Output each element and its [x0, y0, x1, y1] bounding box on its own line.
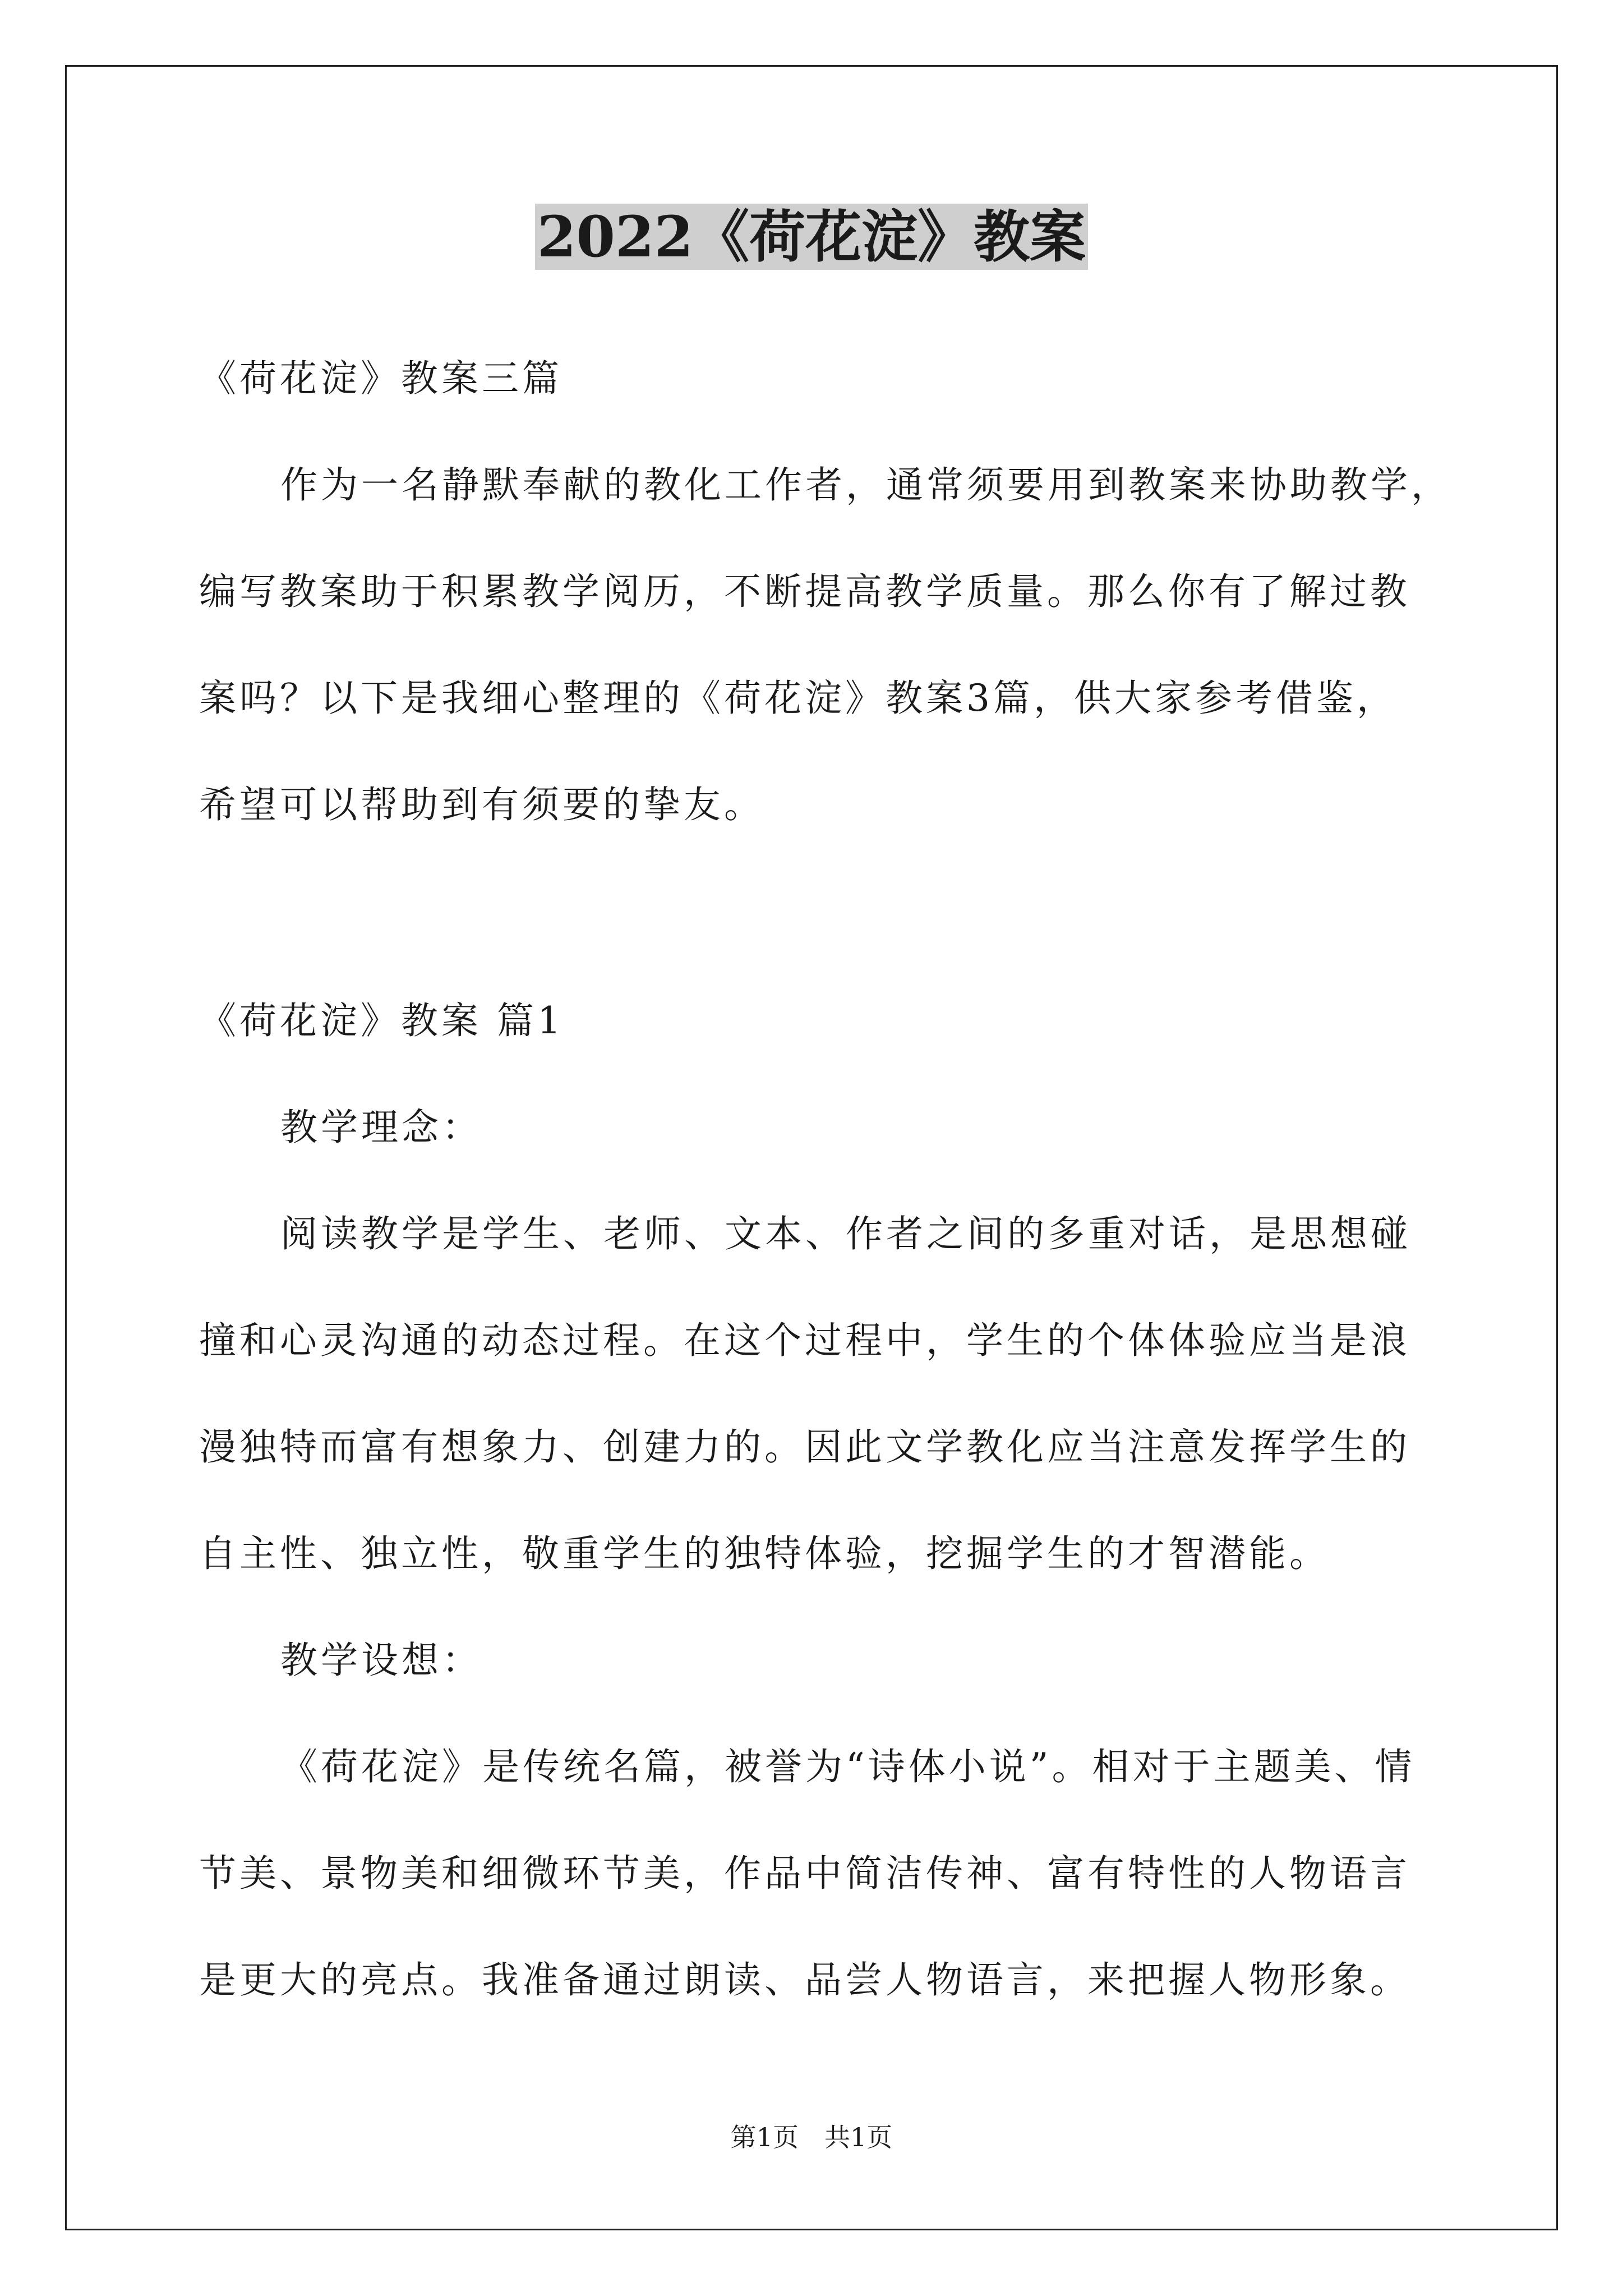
concept-label: 教学理念： [280, 1106, 482, 1149]
concept-line-3: 漫独特而富有想象力、创建力的。因此文学教化应当注意发挥学生的 [199, 1425, 1410, 1469]
concept-line-1: 阅读教学是学生、老师、文本、作者之间的多重对话，是思想碰 [280, 1212, 1411, 1255]
design-label: 教学设想： [280, 1639, 482, 1682]
section1-heading: 《荷花淀》教案 篇1 [199, 999, 564, 1042]
page-footer: 第1页 共1页 [730, 2122, 893, 2152]
design-line-1: 《荷花淀》是传统名篇，被誉为“诗体小说”。相对于主题美、情 [280, 1745, 1415, 1788]
design-line-2: 节美、景物美和细微环节美，作品中简洁传神、富有特性的人物语言 [199, 1852, 1410, 1895]
concept-line-2: 撞和心灵沟通的动态过程。在这个过程中，学生的个体体验应当是浪 [199, 1319, 1410, 1362]
intro-line-2: 编写教案助于积累教学阅历，不断提高教学质量。那么你有了解过教 [199, 570, 1410, 613]
intro-line-4: 希望可以帮助到有须要的挚友。 [199, 783, 764, 826]
intro-line-3: 案吗？以下是我细心整理的《荷花淀》教案3篇，供大家参考借鉴， [199, 677, 1397, 720]
concept-line-4: 自主性、独立性，敬重学生的独特体验，挖掘学生的才智潜能。 [199, 1532, 1330, 1575]
design-line-3: 是更大的亮点。我准备通过朗读、品尝人物语言，来把握人物形象。 [199, 1958, 1410, 2001]
title-text: 2022《荷花淀》教案 [535, 204, 1088, 270]
intro-line-1: 作为一名静默奉献的教化工作者，通常须要用到教案来协助教学， [280, 463, 1451, 507]
subtitle: 《荷花淀》教案三篇 [199, 357, 562, 400]
document-title [0, 197, 1623, 276]
